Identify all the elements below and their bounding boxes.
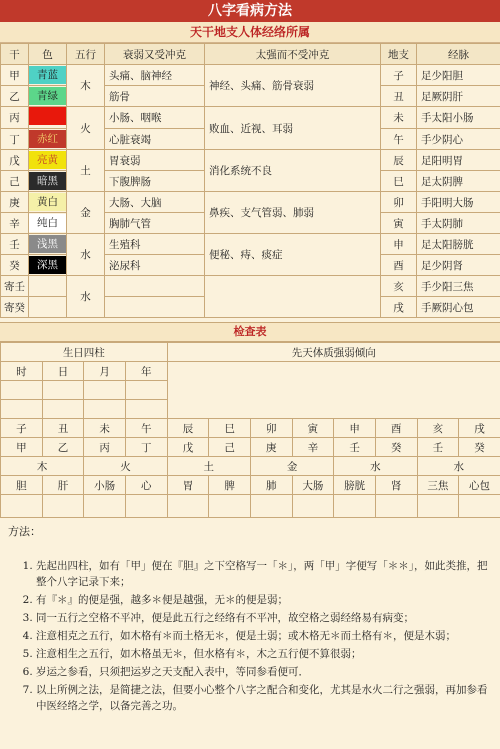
- header-wuxing: 五行: [67, 44, 105, 65]
- stem-cell: 癸: [375, 438, 417, 457]
- jingluo-cell: 手阳明大肠: [417, 192, 500, 213]
- branch-cell: 亥: [417, 419, 459, 438]
- table-row: [1, 107, 500, 129]
- weak-cell: 头痛、脑神经: [105, 65, 205, 86]
- table-row: [1, 150, 500, 171]
- stem-cell: 甲: [1, 438, 43, 457]
- table-row: [1, 276, 500, 297]
- color-cell: [29, 213, 67, 234]
- organ-row: [1, 476, 500, 495]
- weak-cell: [105, 276, 205, 297]
- jingluo-cell: 足太阴脾: [417, 171, 500, 192]
- weak-cell: 筋骨: [105, 86, 205, 107]
- color-cell: [29, 255, 67, 276]
- dizhi-cell: 辰: [381, 150, 417, 171]
- color-swatch: 纯白: [29, 214, 66, 232]
- element-cell: 金: [250, 457, 333, 476]
- check-header: 检查表: [0, 322, 500, 342]
- color-swatch: 浅黑: [29, 235, 66, 253]
- jingluo-cell: 足少阳胆: [417, 65, 500, 86]
- jingluo-cell: 手厥阴心包: [417, 297, 500, 318]
- branch-cell: 寅: [292, 419, 334, 438]
- strong-cell: [205, 276, 381, 318]
- dizhi-cell: 酉: [381, 255, 417, 276]
- dizhi-cell: 未: [381, 107, 417, 129]
- jingluo-cell: 手太阴肺: [417, 213, 500, 234]
- mark-cell[interactable]: [84, 495, 126, 518]
- stem-cell: 戊: [167, 438, 209, 457]
- gan-cell: 己: [1, 171, 29, 192]
- color-cell: [29, 276, 67, 297]
- color-cell: [29, 129, 67, 150]
- gan-cell: 壬: [1, 234, 29, 255]
- gan-cell: 庚: [1, 192, 29, 213]
- method-item: 6. 岁运之参看，只须把运岁之天支配入表中，等同参看便可．: [36, 664, 492, 680]
- color-cell: [29, 171, 67, 192]
- organ-cell: 胆: [1, 476, 43, 495]
- strong-cell: 败血、近视、耳弱: [205, 107, 381, 150]
- weak-cell: 胸肺气管: [105, 213, 205, 234]
- method-title: 方法：: [8, 525, 41, 538]
- mark-cell[interactable]: [334, 495, 376, 518]
- branch-cell: 丑: [42, 419, 84, 438]
- gan-cell: 丁: [1, 129, 29, 150]
- mark-cell[interactable]: [42, 495, 84, 518]
- branch-cell: 申: [334, 419, 376, 438]
- branch-cell: 辰: [167, 419, 209, 438]
- strong-cell: 鼻疾、支气管弱、肺弱: [205, 192, 381, 234]
- weak-cell: 小肠、咽喉: [105, 107, 205, 129]
- branch-cell: 戌: [459, 419, 500, 438]
- jingluo-cell: 足厥阴肝: [417, 86, 500, 107]
- weak-cell: 泌尿科: [105, 255, 205, 276]
- stem-cell: 壬: [334, 438, 376, 457]
- pillar-label: 日: [42, 362, 84, 381]
- mark-cell[interactable]: [209, 495, 251, 518]
- organ-cell: 小肠: [84, 476, 126, 495]
- branch-cell: 巳: [209, 419, 251, 438]
- gan-cell: 辛: [1, 213, 29, 234]
- pillar-cell[interactable]: [125, 381, 167, 400]
- element-row: [1, 457, 500, 476]
- organ-cell: 胃: [167, 476, 209, 495]
- wuxing-cell: 火: [67, 107, 105, 150]
- tendency-blank[interactable]: [167, 362, 500, 419]
- gan-cell: 丙: [1, 107, 29, 129]
- dizhi-cell: 午: [381, 129, 417, 150]
- organ-cell: 肝: [42, 476, 84, 495]
- weak-cell: 心脏衰竭: [105, 129, 205, 150]
- method-item: 5. 注意相生之五行，如木格虽无＊，但水格有＊，木之五行便不算很弱；: [36, 646, 492, 662]
- element-cell: 土: [167, 457, 250, 476]
- header-color: 色: [29, 44, 67, 65]
- stem-row: [1, 438, 500, 457]
- header-jingluo: 经脉: [417, 44, 500, 65]
- mark-cell[interactable]: [459, 495, 500, 518]
- section-subtitle: 天干地支人体经络所属: [0, 22, 500, 43]
- color-swatch: 暗黑: [29, 172, 66, 190]
- dizhi-cell: 卯: [381, 192, 417, 213]
- dizhi-cell: 巳: [381, 171, 417, 192]
- color-swatch: 青绿: [29, 87, 66, 105]
- stem-cell: 己: [209, 438, 251, 457]
- stem-cell: 壬: [417, 438, 459, 457]
- pillar-cell[interactable]: [1, 381, 43, 400]
- stem-cell: 癸: [459, 438, 500, 457]
- jingluo-cell: 手太阳小肠: [417, 107, 500, 129]
- pillar-cell[interactable]: [1, 400, 43, 419]
- branch-cell: 午: [125, 419, 167, 438]
- dizhi-cell: 亥: [381, 276, 417, 297]
- check-col1: 生日四柱: [1, 343, 168, 362]
- method-item: 2. 有『＊』的便是强，越多＊便是越强，无＊的便是弱；: [36, 592, 492, 608]
- organ-cell: 心: [125, 476, 167, 495]
- table-header-row: [1, 44, 500, 65]
- jingluo-cell: 手少阴心: [417, 129, 500, 150]
- weak-cell: 生殖科: [105, 234, 205, 255]
- method-section: [0, 518, 500, 722]
- dizhi-cell: 子: [381, 65, 417, 86]
- method-item: 7. 以上所例之法，是简捷之法，但要小心整个八字之配合和变化，尤其是水火二行之强弱，再加参看中医经络之学，以备完善之功。: [36, 682, 492, 714]
- organ-cell: 脾: [209, 476, 251, 495]
- element-cell: 水: [334, 457, 417, 476]
- organ-cell: 肾: [375, 476, 417, 495]
- color-swatch: 青蓝: [29, 66, 66, 84]
- pillar-label: 年: [125, 362, 167, 381]
- mark-cell[interactable]: [375, 495, 417, 518]
- organ-cell: 三焦: [417, 476, 459, 495]
- header-weak: 衰弱又受冲克: [105, 44, 205, 65]
- mark-cell[interactable]: [292, 495, 334, 518]
- element-cell: 水: [417, 457, 500, 476]
- gan-cell: 寄癸: [1, 297, 29, 318]
- mark-cell[interactable]: [125, 495, 167, 518]
- method-list: [8, 558, 492, 714]
- header-strong: 太强而不受冲克: [205, 44, 381, 65]
- wuxing-cell: 木: [67, 65, 105, 107]
- organ-cell: 心包: [459, 476, 500, 495]
- branch-cell: 未: [84, 419, 126, 438]
- organ-cell: 膀胱: [334, 476, 376, 495]
- gan-cell: 戊: [1, 150, 29, 171]
- branch-cell: 卯: [250, 419, 292, 438]
- mark-cell[interactable]: [250, 495, 292, 518]
- color-swatch: 深黑: [29, 256, 66, 274]
- header-dizhi: 地支: [381, 44, 417, 65]
- table-row: [1, 65, 500, 86]
- strong-cell: 神经、头痛、筋骨衰弱: [205, 65, 381, 107]
- header-gan: 干: [1, 44, 29, 65]
- stem-cell: 辛: [292, 438, 334, 457]
- jingluo-cell: 手少阳三焦: [417, 276, 500, 297]
- color-swatch: 赤红: [29, 130, 66, 148]
- dizhi-cell: 申: [381, 234, 417, 255]
- element-cell: 火: [84, 457, 167, 476]
- color-swatch: 黄白: [29, 193, 66, 211]
- color-cell: [29, 150, 67, 171]
- strong-cell: 便秘、痔、痰症: [205, 234, 381, 276]
- check-title-row: [1, 343, 500, 362]
- weak-cell: 胃衰弱: [105, 150, 205, 171]
- stem-cell: 丙: [84, 438, 126, 457]
- dizhi-cell: 戌: [381, 297, 417, 318]
- element-cell: 木: [1, 457, 84, 476]
- page-title: 八字看病方法: [0, 0, 500, 22]
- gan-cell: 寄壬: [1, 276, 29, 297]
- stem-cell: 乙: [42, 438, 84, 457]
- jingluo-cell: 足太阳膀胱: [417, 234, 500, 255]
- mark-cell[interactable]: [1, 495, 43, 518]
- wuxing-cell: 水: [67, 276, 105, 318]
- color-cell: [29, 65, 67, 86]
- gan-cell: 癸: [1, 255, 29, 276]
- weak-cell: 下腹脾肠: [105, 171, 205, 192]
- pillar-cell[interactable]: [84, 381, 126, 400]
- weak-cell: 大肠、大脑: [105, 192, 205, 213]
- pillar-label: 月: [84, 362, 126, 381]
- branch-cell: 酉: [375, 419, 417, 438]
- method-item: 3. 同一五行之空格不平冲，便是此五行之经络有不平冲，故空格之弱经络易有病变；: [36, 610, 492, 626]
- weak-cell: [105, 297, 205, 318]
- strong-cell: 消化系统不良: [205, 150, 381, 192]
- mark-row: [1, 495, 500, 518]
- jingluo-cell: 足少阴肾: [417, 255, 500, 276]
- color-cell: [29, 297, 67, 318]
- color-swatch: 亮黄: [29, 151, 66, 169]
- color-cell: [29, 192, 67, 213]
- wuxing-cell: 土: [67, 150, 105, 192]
- organ-cell: 肺: [250, 476, 292, 495]
- dizhi-cell: 寅: [381, 213, 417, 234]
- color-swatch: [29, 107, 66, 125]
- stem-cell: 丁: [125, 438, 167, 457]
- gan-cell: 甲: [1, 65, 29, 86]
- check-col2: 先天体质强弱倾向: [167, 343, 500, 362]
- color-cell: [29, 86, 67, 107]
- color-cell: [29, 234, 67, 255]
- pillar-label: 时: [1, 362, 43, 381]
- color-cell: [29, 107, 67, 129]
- method-item: 4. 注意相克之五行，如木格有＊而土格无＊，便是土弱；或木格无＊而土格有＊，便是木弱；: [36, 628, 492, 644]
- wuxing-cell: 水: [67, 234, 105, 276]
- dizhi-cell: 丑: [381, 86, 417, 107]
- stem-cell: 庚: [250, 438, 292, 457]
- mark-cell[interactable]: [167, 495, 209, 518]
- branch-cell: 子: [1, 419, 43, 438]
- wuxing-cell: 金: [67, 192, 105, 234]
- check-table: [0, 342, 500, 518]
- branch-row: [1, 419, 500, 438]
- pillar-row: [1, 362, 500, 381]
- table-body: [1, 65, 500, 318]
- table-row: [1, 192, 500, 213]
- pillar-cell[interactable]: [125, 400, 167, 419]
- gan-cell: 乙: [1, 86, 29, 107]
- pillar-cell[interactable]: [42, 400, 84, 419]
- meridian-table: [0, 43, 500, 318]
- table-row: [1, 234, 500, 255]
- jingluo-cell: 足阳明胃: [417, 150, 500, 171]
- organ-cell: 大肠: [292, 476, 334, 495]
- method-item: 1. 先起出四柱，如有「甲」便在『胆』之下空格写一「＊」，两「甲」字便写「＊＊」，如此类推，把整个八字记录下来；: [36, 558, 492, 590]
- mark-cell[interactable]: [417, 495, 459, 518]
- pillar-cell[interactable]: [42, 381, 84, 400]
- pillar-cell[interactable]: [84, 400, 126, 419]
